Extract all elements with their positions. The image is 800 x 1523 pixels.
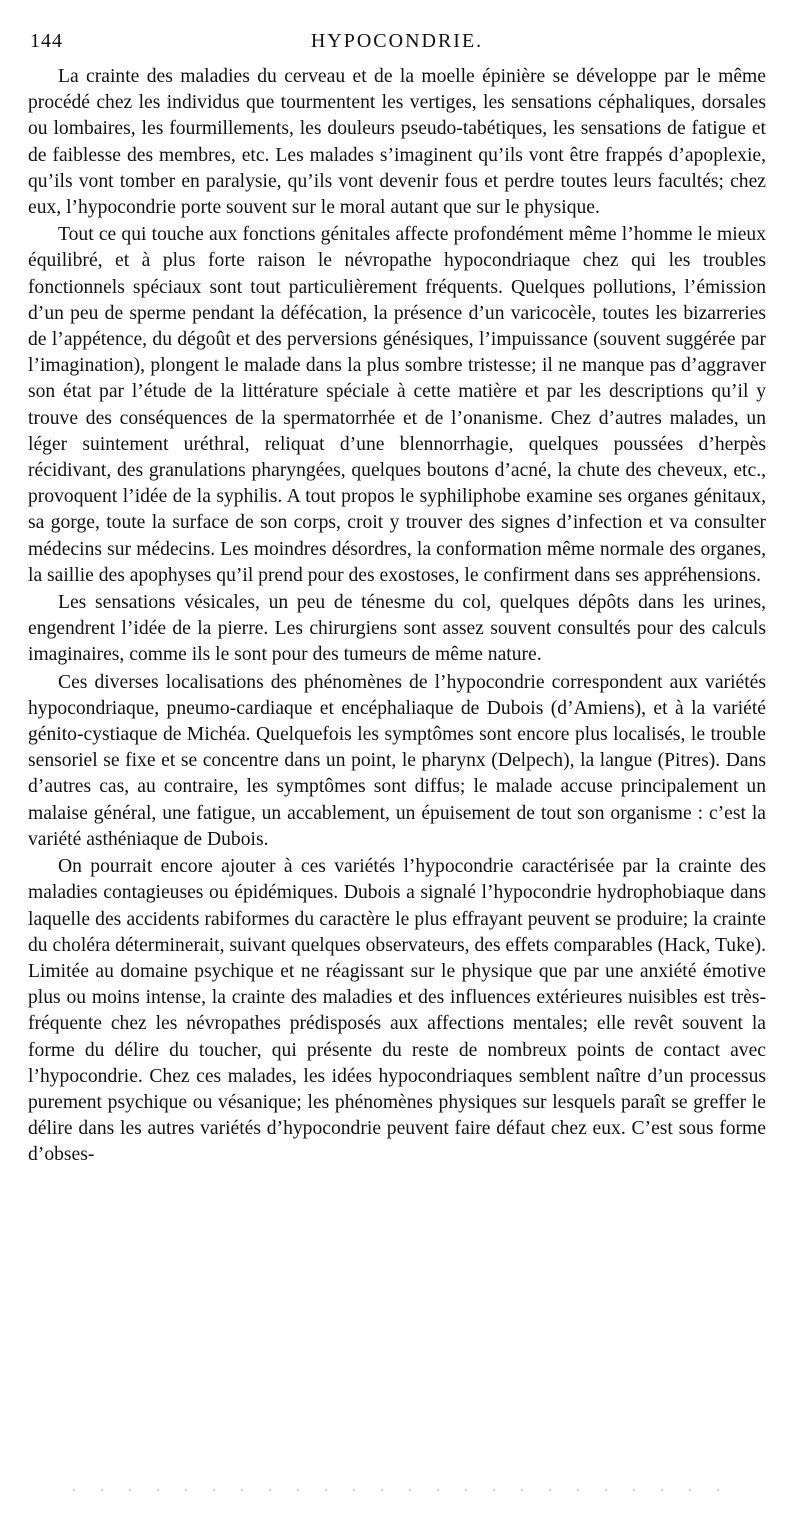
book-page [28, 30, 766, 1169]
body-text [28, 64, 766, 1169]
paragraph: Les sensations vésicales, un peu de ténesme du col, quelques dépôts dans les urines, engendrent l’idée de la pierre. Les chirurgiens sont assez souvent consultés pour des calculs imaginaires, comme ils le sont pour des tumeurs de même nature. [28, 592, 766, 666]
paragraph: Ces diverses localisations des phénomènes de l’hypocondrie correspondent aux variétés hypocondriaque, pneumo-cardiaque et encéphaliaque de Dubois (d’Amiens), et à la variété génito-cystiaque de Michéa. Quelquefois les symptômes sont encore plus localisés, le trouble sensoriel se fixe et se concentre dans un point, le pharynx (Delpech), la langue (Pitres). Dans d’autres cas, au contraire, les symptômes sont diffus; le malade accuse principalement un malaise général, une fatigue, un accablement, un épuisement de tout son organisme : c’est la variété asthéniaque de Dubois. [28, 671, 766, 850]
running-title: HYPOCONDRIE. [310, 30, 484, 52]
page-number: 144 [30, 30, 63, 52]
paragraph: On pourrait encore ajouter à ces variétés l’hypocondrie caractérisée par la crainte des maladies contagieuses ou épidémiques. Dubois a signalé l’hypocondrie hydrophobiaque dans laquelle des accidents rabiformes du caractère le plus effrayant peuvent se produire; la crainte du choléra déterminerait, suivant quelques observateurs, des effets comparables (Hack, Tuke). Limitée au domaine psychique et ne réagissant sur le physique que par une anxiété émotive plus ou moins intense, la crainte des maladies et des influences extérieures nuisibles est très-fréquente chez les névropathes prédisposés aux affections mentales; elle revêt souvent la forme du délire du toucher, qui présente du reste de nombreux points de contact avec l’hypocondrie. Chez ces malades, les idées hypocondriaques semblent naître d’un processus purement psychique ou vésanique; les phénomènes physiques sur lesquels paraît se greffer le délire dans les autres variétés d’hypocondrie peuvent faire défaut chez eux. C’est sous forme d’obses- [28, 856, 766, 1166]
paragraph: La crainte des maladies du cerveau et de la moelle épinière se développe par le même procédé chez les individus que tourmentent les vertiges, les sensations céphaliques, dorsales ou lombaires, les fourmillements, les douleurs pseudo-tabétiques, les sensations de fatigue et de faiblesse des membres, etc. Les malades s’imaginent qu’ils vont être frappés d’apoplexie, qu’ils vont tomber en paralysie, qu’ils vont devenir fous et perdre toutes leurs facultés; chez eux, l’hypocondrie porte souvent sur le moral autant que sur le physique. [28, 66, 766, 219]
page-header [28, 30, 766, 58]
paragraph: Tout ce qui touche aux fonctions génitales affecte profondément même l’homme le mieux équilibré, et à plus forte raison le névropathe hypocondriaque chez qui les troubles fonctionnels spéciaux sont tout particulièrement fréquents. Quelques pollutions, l’émission d’un peu de sperme pendant la défécation, la présence d’un varicocèle, toutes les bizarreries de l’appétence, du dégoût et des perversions génésiques, l’impuissance (souvent suggérée par l’imagination), plongent le malade dans la plus sombre tristesse; il ne manque pas d’aggraver son état par l’étude de la littérature spéciale à cette matière et par les descriptions qu’il y trouve des conséquences de la spermatorrhée et de l’onanisme. Chez d’autres malades, un léger suintement uréthral, reliquat d’une blennorrhagie, quelques poussées d’herpès récidivant, des granulations pharyngées, quelques boutons d’acné, la chute des cheveux, etc., provoquent l’idée de la syphilis. A tout propos le syphiliphobe examine ses organes génitaux, sa gorge, toute la surface de son corps, croit y trouver des signes d’infection et va consulter médecins sur médecins. Les moindres désordres, la conformation même normale des organes, la saillie des apophyses qu’il prend pour des exostoses, le confirment dans ses appréhensions. [28, 224, 766, 586]
scan-footer-noise [60, 1488, 740, 1492]
